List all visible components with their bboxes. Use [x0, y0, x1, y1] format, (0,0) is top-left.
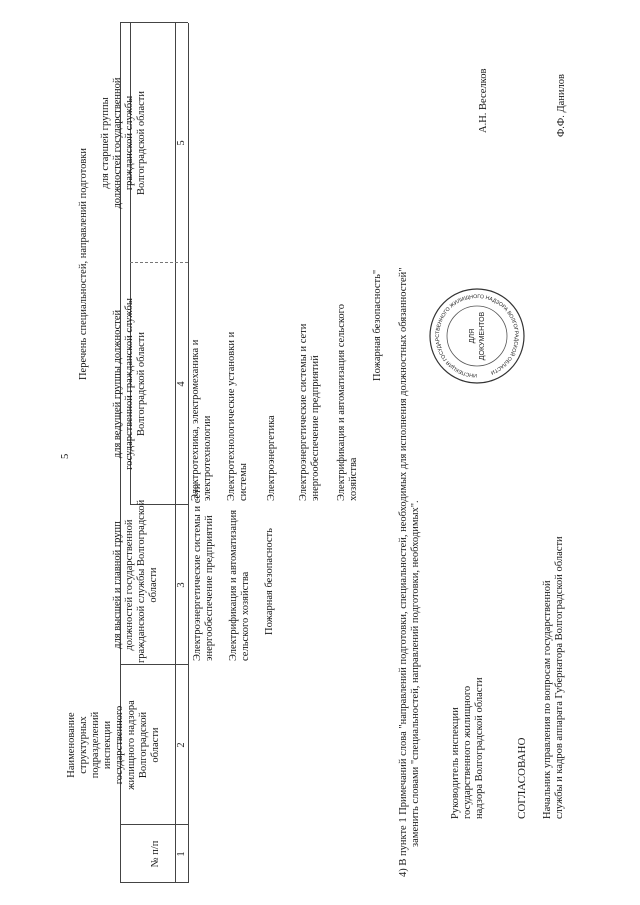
signature2-position: Начальник управления по вопросам государственной службы и кадров аппарата Губернатора Волгоградской области: [542, 536, 565, 819]
col2-header: Наименование структурных подразделений инспекции государственного жилищного надзора Волгоградской области: [66, 700, 161, 790]
round-stamp: [427, 286, 527, 386]
col-number-2: 2: [176, 742, 187, 748]
col3-item-1: Электроэнергетические системы и сети энергообеспечение предприятий: [192, 483, 215, 661]
col3-item-3: Пожарная безопасность: [264, 528, 275, 635]
col1-header: № п/п: [150, 840, 161, 868]
table-header-bottom: [188, 23, 189, 883]
col4-item-5: Электрификация и автоматизация сельского хозяйства: [336, 304, 359, 501]
table-right-border: [120, 22, 188, 23]
col-divider-4: [130, 262, 188, 263]
col-number-5: 5: [176, 140, 187, 146]
page-number: 5: [60, 453, 71, 459]
col-number-4: 4: [176, 381, 187, 387]
col4-item-1: Электротехника, электромеханика и электротехнологии: [190, 339, 213, 501]
group-header: Перечень специальностей, направлений подготовки: [78, 147, 89, 381]
signature1-name: А.Н. Веселков: [478, 68, 489, 133]
col4-header: для ведущей группы должностей государственной гражданской службы Волгоградской области: [112, 298, 147, 470]
col-number-3: 3: [176, 582, 187, 588]
stamp-center-line1: ДЛЯ: [469, 328, 476, 344]
footer-item: Пожарная безопасность": [372, 269, 383, 381]
item4-line1: 4) В пункте 1 Примечаний слова "направлений подготовки, специальностей, необходимых для исполнения должностных обязанностей": [398, 267, 409, 877]
col4-item-4: Электроэнергетические системы и сети энергообеспечение предприятий: [298, 323, 321, 501]
col3-header: для высшей и главной групп должностей государственной гражданской службы Волгоградской области: [112, 499, 159, 663]
col4-item-3: Электроэнергетика: [266, 415, 277, 501]
item4-line2: заменить словами "специальностей, направлений подготовки, необходимых".: [410, 500, 421, 847]
col-number-1: 1: [176, 851, 187, 857]
stamp-ring-text: ИНСПЕКЦИЯ ГОСУДАРСТВЕННОГО ЖИЛИЩНОГО НАДЗОРА ВОЛГОГРАДСКОЙ ОБЛАСТИ: [434, 293, 520, 379]
col5-header: для старшей группы должностей государственной гражданской службы Волгоградской области: [100, 77, 147, 209]
col3-item-2: Электрификация и автоматизация сельского хозяйства: [228, 509, 251, 661]
table-left-border: [120, 882, 188, 883]
stamp-center-line2: ДОКУМЕНТОВ: [479, 311, 486, 361]
agreed-label: СОГЛАСОВАНО: [516, 737, 528, 819]
signature2-name: Ф.Ф. Данилов: [556, 74, 567, 137]
col-divider-2: [120, 664, 188, 665]
col4-item-2: Электротехнологические установки и системы: [226, 331, 249, 501]
col-divider-1: [120, 824, 188, 825]
signature1-position: Руководитель инспекции государственного жилищного надзора Волгоградской области: [450, 677, 485, 819]
